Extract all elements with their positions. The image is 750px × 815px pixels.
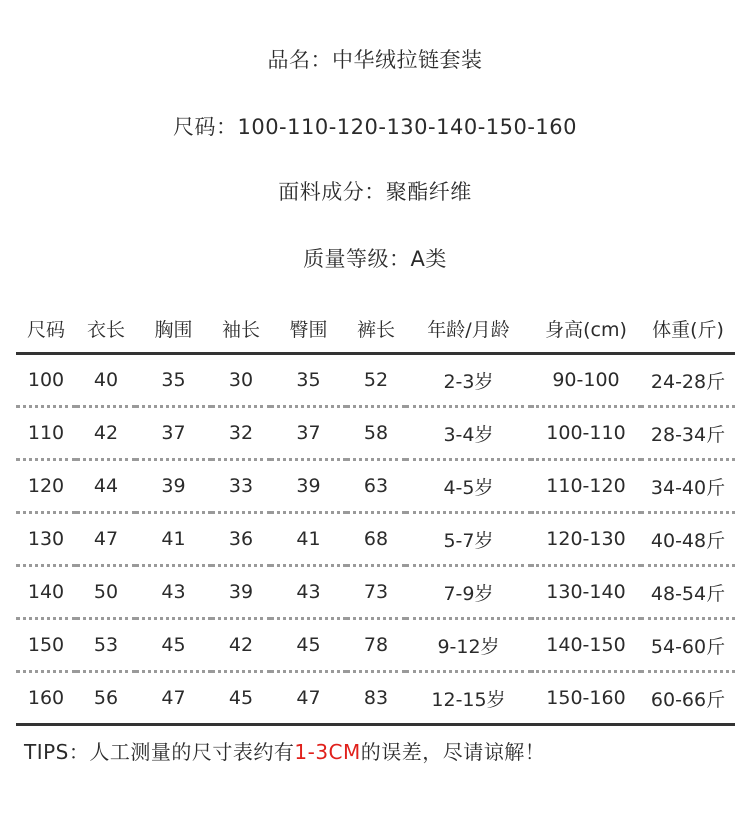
table-cell: 32 <box>211 407 271 460</box>
size-chart-table <box>16 304 735 726</box>
table-cell: 47 <box>136 672 211 725</box>
column-header: 衣长 <box>76 304 136 354</box>
table-cell: 110 <box>16 407 76 460</box>
table-row <box>16 619 735 672</box>
table-cell: 40-48斤 <box>641 513 735 566</box>
table-cell: 58 <box>346 407 406 460</box>
table-cell: 48-54斤 <box>641 566 735 619</box>
product-name: 品名：中华绒拉链套装 <box>267 48 483 72</box>
column-header: 胸围 <box>136 304 211 354</box>
column-header: 裤长 <box>346 304 406 354</box>
table-cell: 52 <box>346 354 406 407</box>
table-cell: 41 <box>136 513 211 566</box>
column-header: 尺码 <box>16 304 76 354</box>
table-body <box>16 354 735 725</box>
table-cell: 4-5岁 <box>406 460 531 513</box>
table-cell: 39 <box>136 460 211 513</box>
table-row <box>16 354 735 407</box>
table-cell: 37 <box>271 407 346 460</box>
size-list: 尺码：100-110-120-130-140-150-160 <box>172 115 578 139</box>
table-cell: 2-3岁 <box>406 354 531 407</box>
table-cell: 73 <box>346 566 406 619</box>
table-cell: 41 <box>271 513 346 566</box>
table-cell: 28-34斤 <box>641 407 735 460</box>
table-cell: 54-60斤 <box>641 619 735 672</box>
table-cell: 140-150 <box>531 619 641 672</box>
table-cell: 60-66斤 <box>641 672 735 725</box>
table-cell: 33 <box>211 460 271 513</box>
material: 面料成分：聚酯纤维 <box>278 180 472 204</box>
table-cell: 110-120 <box>531 460 641 513</box>
table-cell: 47 <box>76 513 136 566</box>
table-cell: 120 <box>16 460 76 513</box>
table-cell: 5-7岁 <box>406 513 531 566</box>
tips-note <box>24 738 545 766</box>
table-cell: 12-15岁 <box>406 672 531 725</box>
column-header: 臀围 <box>271 304 346 354</box>
table-cell: 100 <box>16 354 76 407</box>
table-cell: 56 <box>76 672 136 725</box>
column-header: 袖长 <box>211 304 271 354</box>
table-header-row <box>16 304 735 354</box>
table-cell: 39 <box>211 566 271 619</box>
table-cell: 53 <box>76 619 136 672</box>
table-cell: 42 <box>211 619 271 672</box>
column-header: 体重(斤) <box>641 304 735 354</box>
table-cell: 43 <box>271 566 346 619</box>
table-cell: 3-4岁 <box>406 407 531 460</box>
table-cell: 150 <box>16 619 76 672</box>
table-cell: 30 <box>211 354 271 407</box>
quality-grade: 质量等级：A类 <box>303 247 447 271</box>
tips-suffix: 的误差，尽请谅解！ <box>360 740 546 764</box>
table-cell: 9-12岁 <box>406 619 531 672</box>
table-cell: 7-9岁 <box>406 566 531 619</box>
tips-highlight: 1-3CM <box>294 740 361 764</box>
table-cell: 120-130 <box>531 513 641 566</box>
table-cell: 45 <box>211 672 271 725</box>
table-cell: 78 <box>346 619 406 672</box>
table-cell: 150-160 <box>531 672 641 725</box>
table-cell: 37 <box>136 407 211 460</box>
table-cell: 36 <box>211 513 271 566</box>
table-cell: 44 <box>76 460 136 513</box>
table-cell: 39 <box>271 460 346 513</box>
table-row <box>16 513 735 566</box>
tips-prefix: TIPS：人工测量的尺寸表约有 <box>24 740 295 764</box>
column-header: 身高(cm) <box>531 304 641 354</box>
table-cell: 45 <box>271 619 346 672</box>
table-cell: 140 <box>16 566 76 619</box>
table-row <box>16 460 735 513</box>
column-header: 年龄/月龄 <box>406 304 531 354</box>
table-cell: 130-140 <box>531 566 641 619</box>
table-cell: 100-110 <box>531 407 641 460</box>
table-row <box>16 566 735 619</box>
table-cell: 90-100 <box>531 354 641 407</box>
table-cell: 68 <box>346 513 406 566</box>
table-cell: 35 <box>136 354 211 407</box>
table-cell: 83 <box>346 672 406 725</box>
table-cell: 50 <box>76 566 136 619</box>
table-cell: 160 <box>16 672 76 725</box>
table-cell: 130 <box>16 513 76 566</box>
table-cell: 43 <box>136 566 211 619</box>
table-cell: 40 <box>76 354 136 407</box>
table-row <box>16 407 735 460</box>
table-cell: 35 <box>271 354 346 407</box>
table-cell: 24-28斤 <box>641 354 735 407</box>
table-cell: 47 <box>271 672 346 725</box>
table-cell: 34-40斤 <box>641 460 735 513</box>
table-cell: 42 <box>76 407 136 460</box>
table-row <box>16 672 735 725</box>
table-cell: 63 <box>346 460 406 513</box>
table-cell: 45 <box>136 619 211 672</box>
